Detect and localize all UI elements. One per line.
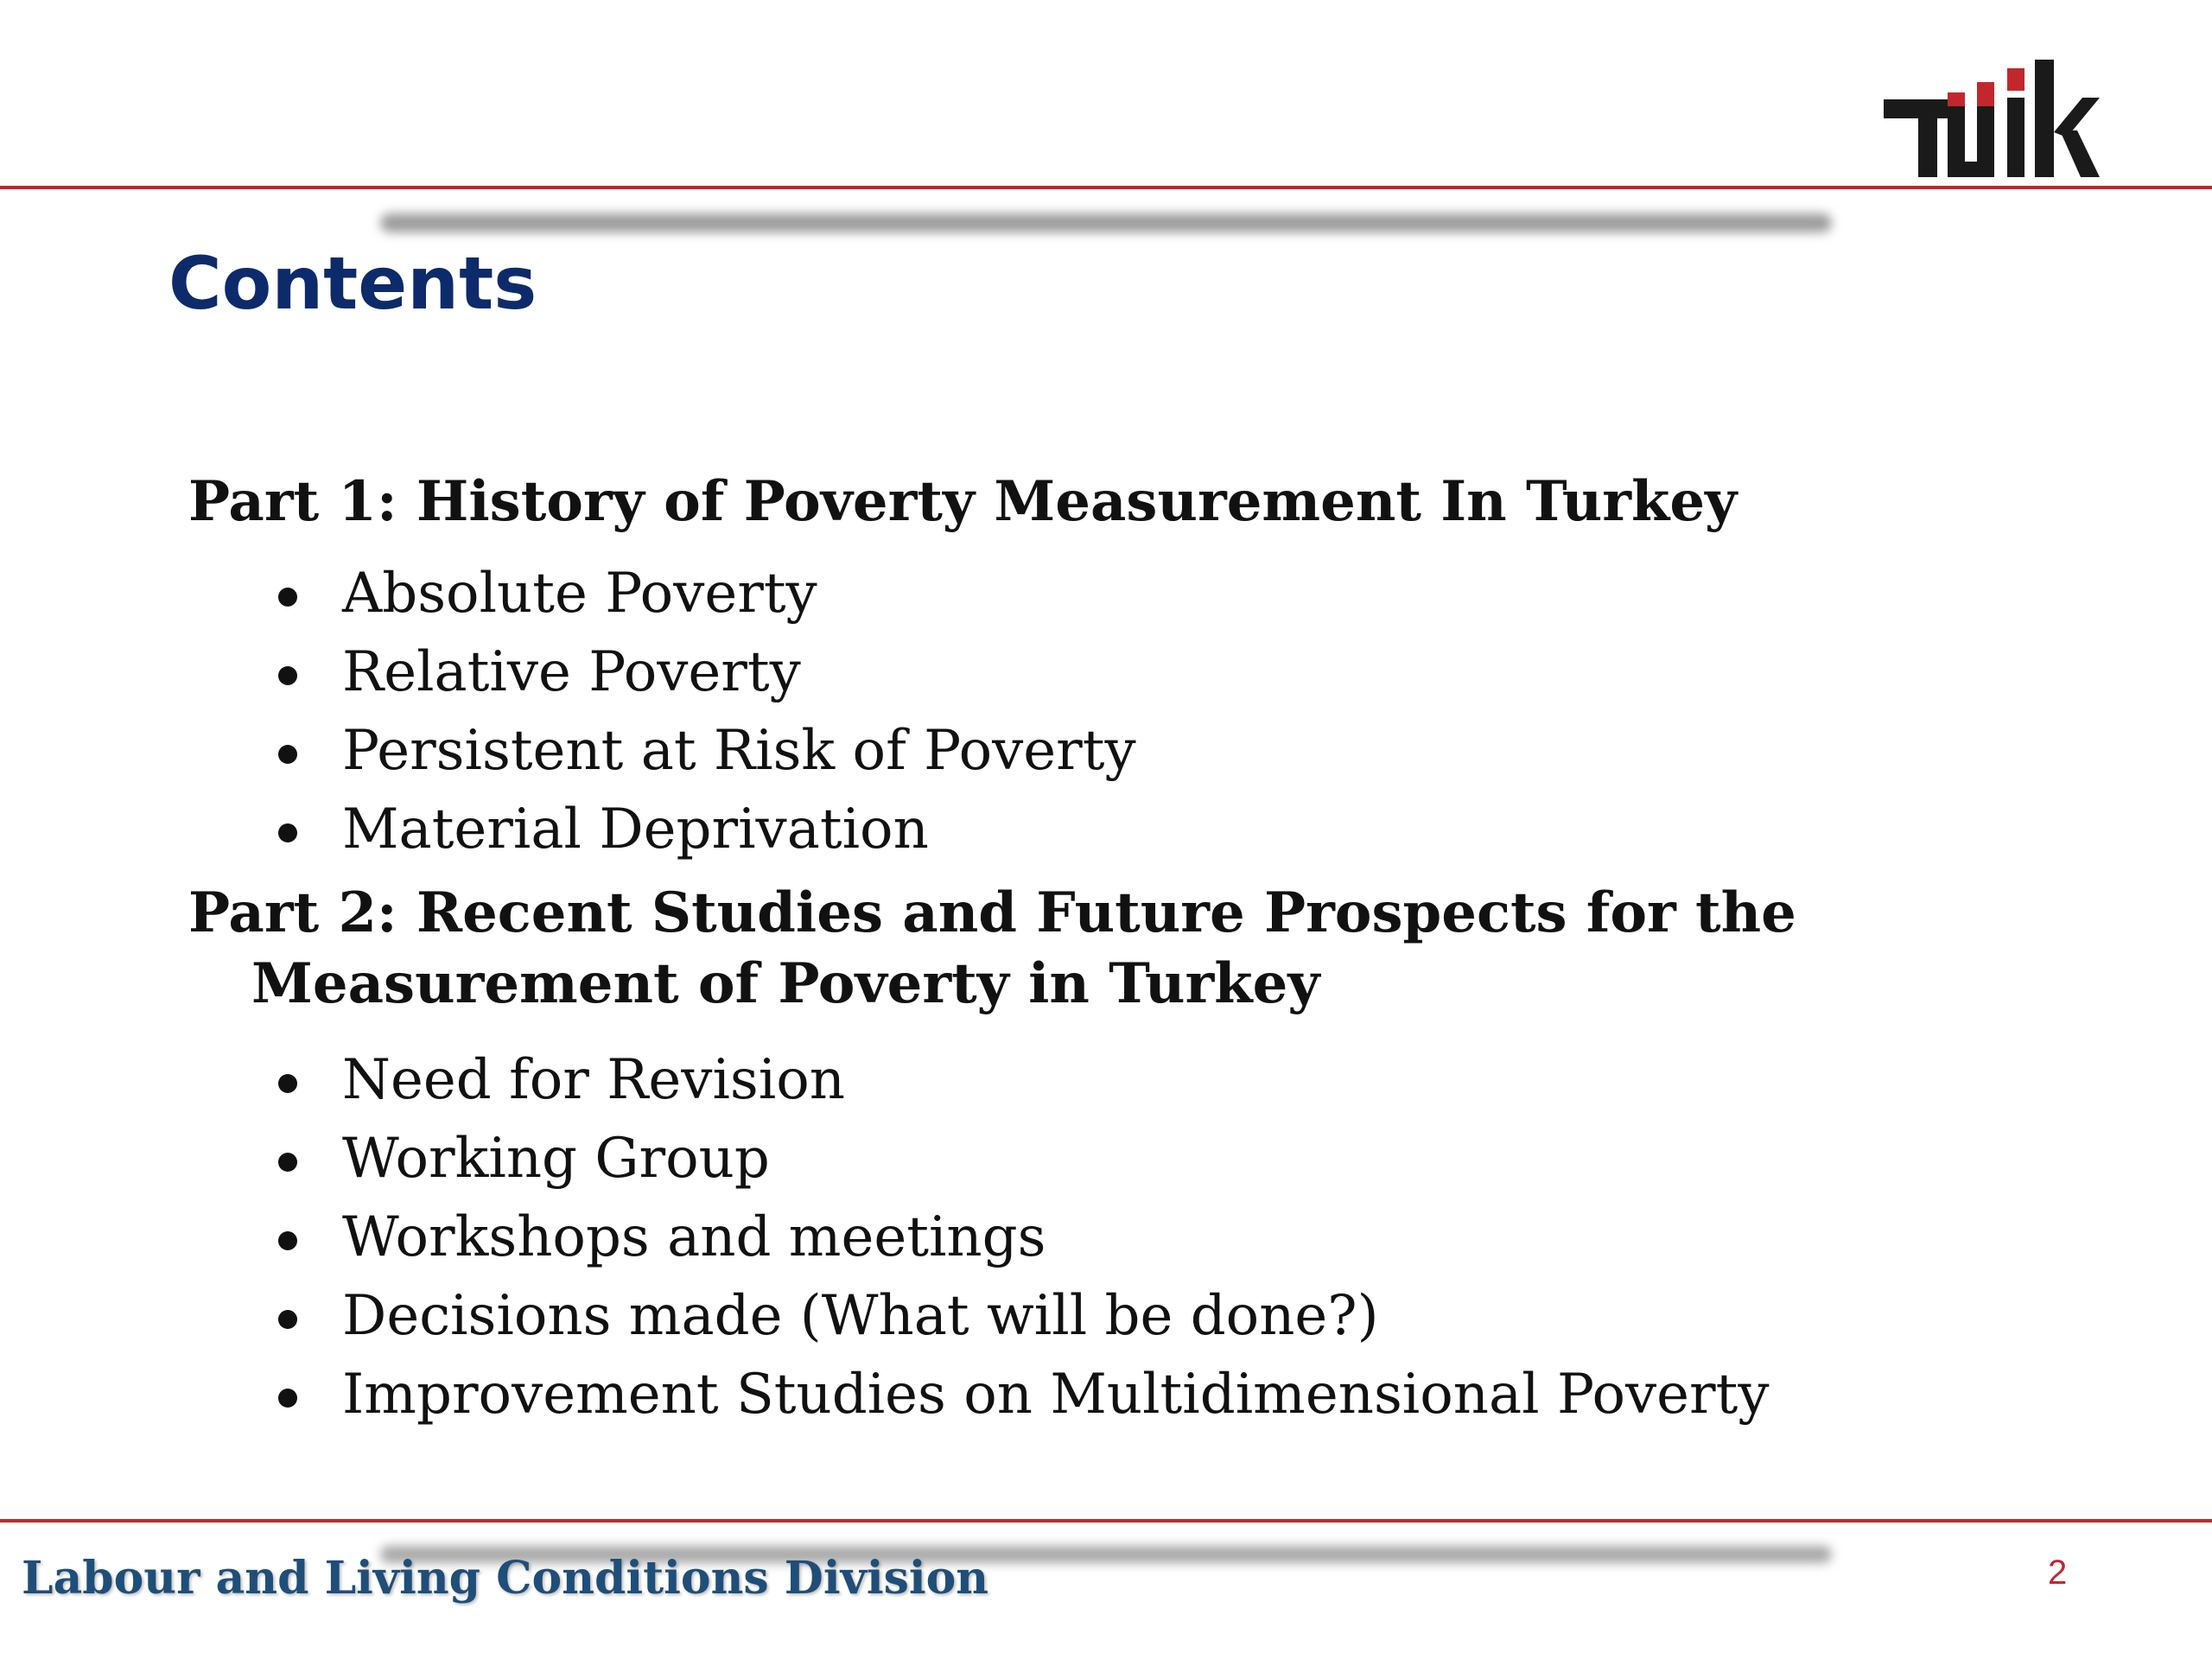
section-heading-part-2: Part 2: Recent Studies and Future Prospects for the Measurement of Poverty in Turkey: [188, 880, 1796, 1016]
list-item: [188, 1120, 2020, 1198]
bullet-list-part-1: [188, 555, 2020, 869]
list-item: [188, 1041, 2020, 1120]
bullet-icon: [278, 1231, 297, 1250]
bullet-icon: [278, 1389, 297, 1408]
list-item-label: Relative Poverty: [342, 640, 801, 704]
list-item-label: Need for Revision: [342, 1048, 845, 1112]
bullet-icon: [278, 1074, 297, 1093]
bullet-icon: [278, 1153, 297, 1172]
header-divider: [0, 186, 2212, 189]
list-item: [188, 791, 2020, 869]
list-item: [188, 712, 2020, 791]
bullet-icon: [278, 745, 297, 764]
bullet-icon: [278, 666, 297, 685]
list-item: [188, 555, 2020, 633]
footer-divider: [0, 1519, 2212, 1522]
list-item: [188, 1198, 2020, 1277]
list-item: [188, 1356, 2020, 1434]
bullet-icon: [278, 823, 297, 842]
list-item: [188, 1277, 2020, 1356]
bullet-icon: [278, 588, 297, 607]
bullet-list-part-2: [188, 1041, 2020, 1434]
page-number: 2: [2048, 1554, 2068, 1592]
bullet-icon: [278, 1310, 297, 1329]
list-item-label: Workshops and meetings: [342, 1205, 1046, 1269]
list-item: [188, 633, 2020, 712]
list-item-label: Working Group: [342, 1127, 770, 1191]
list-item-label: Absolute Poverty: [342, 562, 817, 626]
tuik-logo-icon: [1884, 56, 2100, 186]
header-shadow-bar: [380, 213, 1832, 232]
list-item-label: Material Deprivation: [342, 798, 929, 861]
section-heading-part-1: Part 1: History of Poverty Measurement In Turkey: [188, 469, 1738, 534]
list-item-label: Persistent at Risk of Poverty: [342, 719, 1136, 783]
list-item-label: Improvement Studies on Multidimensional Poverty: [342, 1363, 1770, 1427]
footer-division-label: Labour and Living Conditions Division: [22, 1552, 989, 1605]
page-title: Contents: [168, 241, 537, 326]
contents-body: [188, 467, 2020, 1434]
list-item-label: Decisions made (What will be done?): [342, 1284, 1379, 1348]
